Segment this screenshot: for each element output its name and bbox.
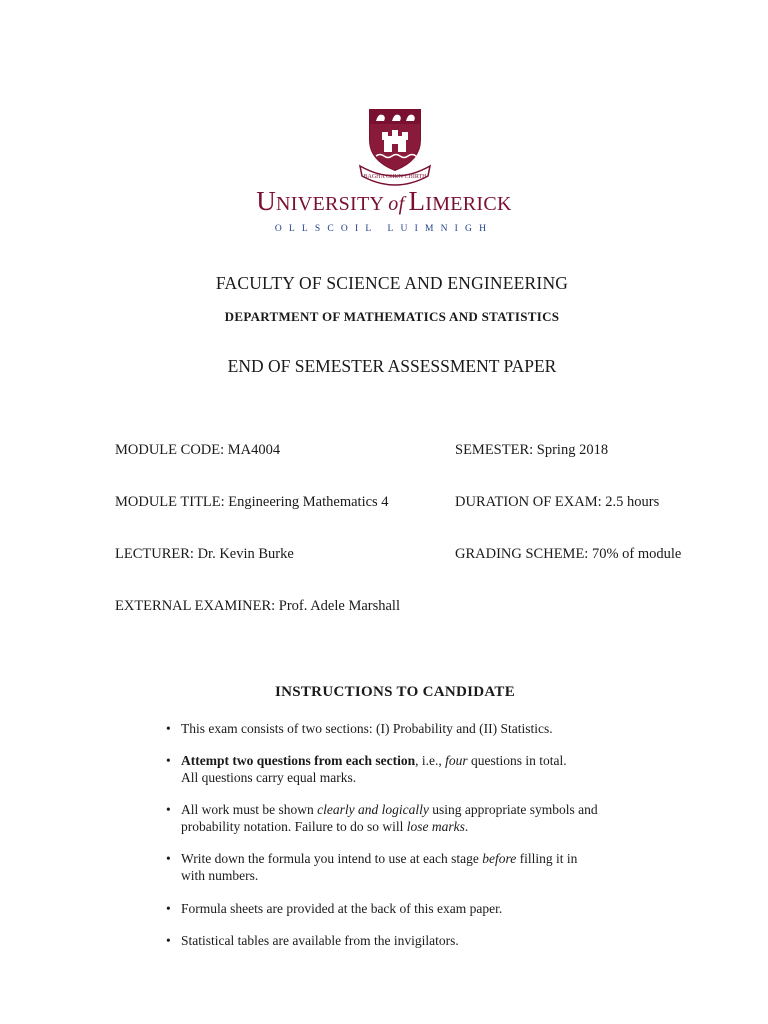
instruction-bold-text: Attempt two questions from each section <box>181 753 416 768</box>
instruction-text: Formula sheets are provided at the back of this exam paper. <box>181 901 503 916</box>
instructions-heading: INSTRUCTIONS TO CANDIDATE <box>274 684 516 700</box>
instruction-item <box>166 752 666 786</box>
instruction-item <box>166 932 666 949</box>
grading-scheme: GRADING SCHEME: 70% of module <box>455 546 682 562</box>
faculty-heading: FACULTY OF SCIENCE AND ENGINEERING <box>215 273 569 293</box>
instruction-italic-text: lose marks <box>406 819 465 834</box>
instruction-text: . <box>464 819 469 834</box>
instruction-text: Statistical tables are available from the invigilators. <box>181 933 459 948</box>
instruction-italic-text: four <box>445 753 468 768</box>
instruction-text: All work must be shown <box>181 802 318 817</box>
university-name-cap-u: U <box>256 186 277 216</box>
bullet-icon: • <box>166 901 171 916</box>
department-heading: DEPARTMENT OF MATHEMATICS AND STATISTICS <box>224 309 560 324</box>
instruction-text: All questions carry equal marks. <box>181 770 357 785</box>
instruction-italic-text: clearly and logically <box>317 802 429 817</box>
instruction-italic-text: before <box>482 851 517 866</box>
instruction-text: using appropriate symbols and <box>428 802 598 817</box>
bullet-icon: • <box>166 802 171 817</box>
instruction-item <box>166 850 666 884</box>
instruction-item <box>166 900 666 917</box>
instruction-item <box>166 720 666 737</box>
instruction-text: This exam consists of two sections: (I) Probability and (II) Statistics. <box>181 721 553 736</box>
bullet-icon: • <box>166 721 171 736</box>
instruction-text: , i.e., <box>415 753 446 768</box>
external-examiner: EXTERNAL EXAMINER: Prof. Adele Marshall <box>115 598 400 614</box>
instruction-text: questions in total. <box>467 753 567 768</box>
university-name <box>0 186 768 217</box>
crest-motto-text: BAGHA CHUN CHIRTH <box>363 174 427 180</box>
exam-duration: DURATION OF EXAM: 2.5 hours <box>455 494 660 510</box>
bullet-icon: • <box>166 753 171 768</box>
semester: SEMESTER: Spring 2018 <box>455 442 609 458</box>
university-name-rest-1: NIVERSITY <box>276 193 385 215</box>
module-title: MODULE TITLE: Engineering Mathematics 4 <box>115 494 389 510</box>
module-code: MODULE CODE: MA4004 <box>115 442 281 458</box>
instruction-text: Write down the formula you intend to use at each stage <box>181 851 483 866</box>
bullet-icon: • <box>166 933 171 948</box>
university-irish-name: OLLSCOIL LUIMNIGH <box>274 224 494 234</box>
university-crest-logo <box>356 106 434 186</box>
paper-title: END OF SEMESTER ASSESSMENT PAPER <box>227 356 557 376</box>
instruction-text: filling it in <box>516 851 578 866</box>
instruction-text: probability notation. Failure to do so will <box>181 819 407 834</box>
lecturer: LECTURER: Dr. Kevin Burke <box>115 546 294 562</box>
instruction-text: with numbers. <box>181 868 259 883</box>
university-name-cap-l: L <box>408 186 426 216</box>
university-name-connector: of <box>388 193 405 215</box>
bullet-icon: • <box>166 851 171 866</box>
university-name-rest-2: IMERICK <box>425 193 512 215</box>
instruction-item <box>166 801 666 835</box>
